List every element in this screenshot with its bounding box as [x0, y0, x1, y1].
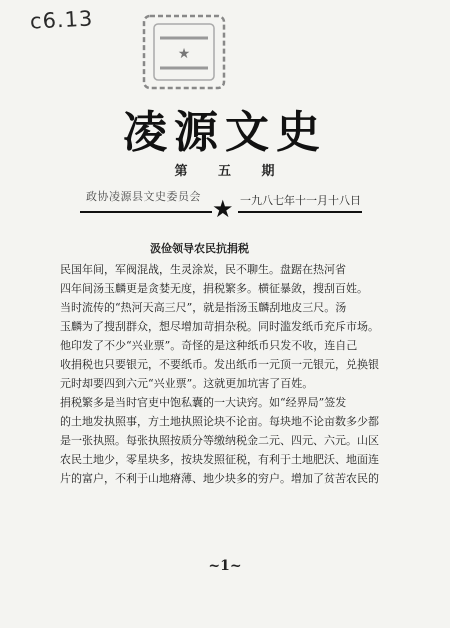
publisher-name: 政协凌源县文史委员会 — [86, 190, 201, 203]
article-line: 他印发了不少“兴业票”。奇怪的是这种纸币只发不收，连自己 — [60, 339, 358, 352]
article-line: 四年间汤玉麟更是贪婪无度，捐税繁多。横征暴敛，搜刮百姓。 — [60, 282, 368, 295]
publication-date: 一九八七年十一月十八日 — [240, 194, 361, 207]
library-seal-stamp — [138, 12, 230, 92]
star-icon: ★ — [212, 195, 234, 223]
publication-masthead: 凌源文史 — [123, 107, 327, 158]
article-line: 民国年间，军阀混战，生灵涂炭，民不聊生。盘踞在热河省 — [60, 263, 346, 276]
issue-word-qi: 期 — [261, 164, 276, 179]
handwritten-note: c6.13 — [29, 6, 94, 34]
article-line: 的土地发执照事，方土地执照论块不论亩。每块地不论亩数多少都 — [60, 415, 379, 428]
header-rule-right — [238, 211, 362, 213]
article-body — [60, 260, 390, 488]
issue-word-di: 第 — [174, 164, 189, 179]
article-line: 农民土地少，零星块多，按块发照征税，有利于土地肥沃、地面连 — [60, 453, 379, 466]
page-number: ~1~ — [208, 558, 242, 574]
article-line: 是一张执照。每张执照按质分等缴纳税金二元、四元、六元。山区 — [60, 434, 379, 447]
article-line: 收捐税也只要银元，不要纸币。发出纸币一元顶一元银元，兑换银 — [60, 358, 379, 371]
article-line: 捐税繁多是当时官吏中饱私囊的一大诀窍。如“经界局”签发 — [60, 396, 347, 409]
issue-number-value: 五 — [217, 164, 232, 179]
article-line: 片的富户，不利于山地瘠薄、地少块多的穷户。增加了贫苦农民的 — [60, 472, 379, 485]
article-line: 玉麟为了搜刮群众，想尽增加苛捐杂税。同时滥发纸币充斥市场。 — [60, 320, 379, 333]
article-line: 元时却要四到六元“兴业票”。这就更加坑害了百姓。 — [60, 377, 314, 390]
seal-glyph: ★ — [177, 46, 191, 62]
header-rule-left — [80, 211, 212, 213]
issue-number — [0, 160, 450, 179]
article-title: 汲俭领导农民抗捐税 — [150, 242, 249, 255]
article-line: 当时流传的“热河天高三尺”，就是指汤玉麟刮地皮三尺。汤 — [60, 301, 347, 314]
